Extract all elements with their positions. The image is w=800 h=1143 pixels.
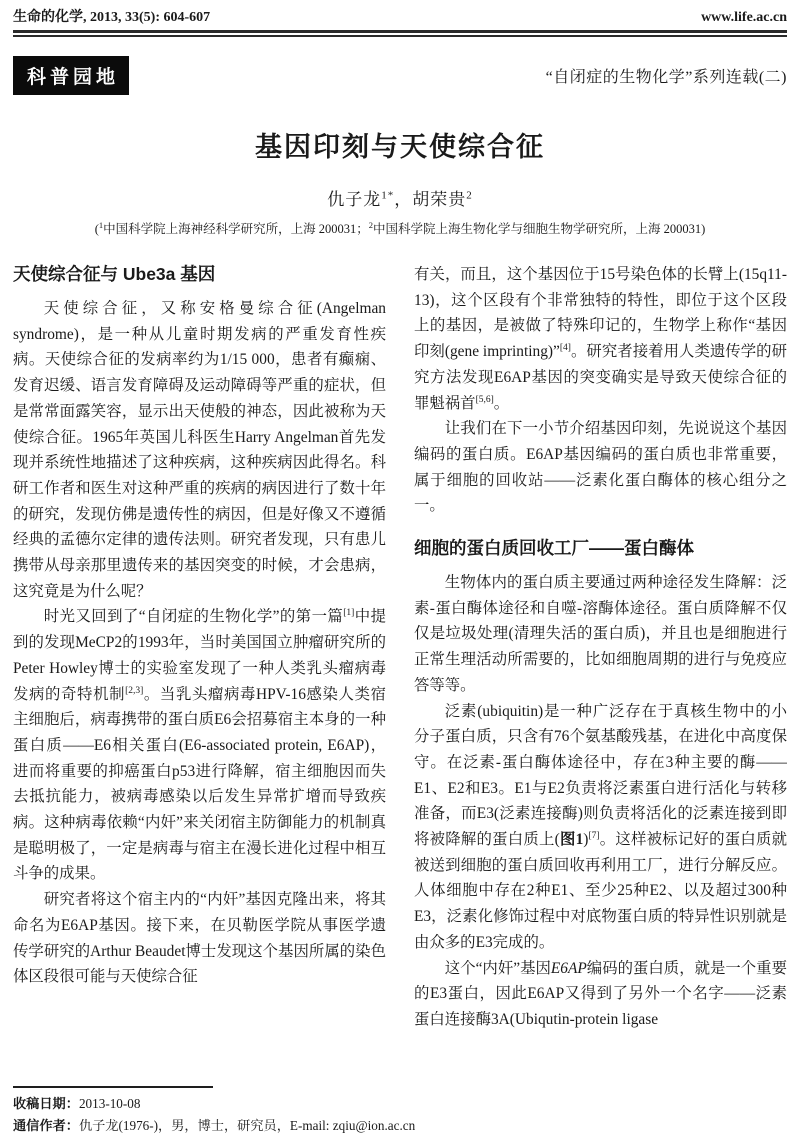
section-row bbox=[13, 56, 787, 95]
paragraph: 研究者将这个宿主内的“内奸”基因克隆出来，将其命名为E6AP基因。接下来，在贝勒医学院从事医学遗传学研究的Arthur Beaudet博士发现这个基因所属的染色体区段很可能与天使综合征 bbox=[13, 891, 386, 986]
paragraph: 让我们在下一小节介绍基因印刻，先说说这个基因编码的蛋白质。E6AP基因编码的蛋白质也非常重要，属于细胞的回收站——泛素化蛋白酶体的核心组分之一。 bbox=[414, 420, 787, 515]
received-date-label: 收稿日期： bbox=[13, 1096, 79, 1111]
paragraph-continuation: 有关，而且，这个基因位于15号染色体的长臂上(15q11-13)，这个区段有个非常独特的特性，即位于这个区段上的基因，是被做了特殊印记的，生物学上称作“基因印刻(gene imprinting)”[4]。研究者接着用人类遗传学的研究方法发现E6AP基因的突变确实是导致天使综合征的罪魁祸首[5,6]。 bbox=[414, 266, 787, 412]
page-header bbox=[13, 6, 787, 26]
received-date-value: 2013-10-08 bbox=[78, 1096, 141, 1111]
footnote-area bbox=[13, 1086, 787, 1136]
article-title: 基因印刻与天使综合征 bbox=[255, 132, 545, 162]
journal-website: www.life.ac.cn bbox=[701, 10, 787, 25]
corresponding-author-label: 通信作者： bbox=[13, 1117, 79, 1133]
affiliation-line: ($^1$中国科学院上海神经科学研究所，上海 200031；$^2$中国科学院上海生物化学与细胞生物学研究所，上海 200031) bbox=[94, 219, 706, 236]
section-heading-proteasome: 细胞的蛋白质回收工厂——蛋白酶体 bbox=[414, 538, 694, 559]
paragraph: 泛素(ubiquitin)是一种广泛存在于真核生物中的小分子蛋白质，只含有76个氨基酸残基，在进化中高度保守。在泛素-蛋白酶体途径中，存在3种主要的酶——E1、E2和E3。E1与E2负责将泛素蛋白进行活化与转移准备，而E3(泛素连接酶)则负责将活化的泛素连接到即将被降解的蛋白质上(图1)[7]。这样被标记好的蛋白质就被送到细胞的蛋白质回收再利用工厂，进行分解反应。人体细胞中存在2种E1、至少25种E2、以及超过300种E3，泛素化修饰过程中对底物蛋白质的特异性识别就是由众多的E3完成的。 bbox=[414, 702, 787, 951]
article-body bbox=[13, 262, 787, 1091]
series-note: “自闭症的生物化学”系列连载(二) bbox=[545, 69, 787, 86]
right-column bbox=[414, 262, 787, 1091]
journal-citation: 生命的化学, 2013, 33(5): 604-607 bbox=[13, 10, 211, 25]
corresponding-author-line bbox=[13, 1115, 787, 1137]
left-column bbox=[13, 262, 386, 1091]
received-date-line bbox=[13, 1093, 787, 1115]
paragraph: 天使综合征，又称安格曼综合征(Angelman syndrome)，是一种从儿童时期发病的严重发育性疾病。天使综合征的发病率约为1/15 000，患者有癫痫、发育迟缓、语言发育障碍及运动障碍等严重的症状，但是常常面露笑容，显示出天使般的神态，因此被称为天使综合征。1965年英国儿科医生Harry Angelman首先发现并系统性地描述了这种疾病，这种疾病因此得名。科研工作者和医生对这种严重的疾病的病因进行了数十年的研究，发现仿佛是遗传性的病因，但是好像又不遵循经典的孟德尔定律的遗传法则。研究者发现，只有患儿携带从母亲那里遗传来的基因突变的时候，才会患病，这究竟是为什么呢？ bbox=[13, 300, 386, 600]
section-badge: 科普园地 bbox=[13, 56, 129, 95]
authors-line: 仇子龙$^{1*}$，胡荣贵$^2$ bbox=[327, 189, 473, 209]
header-double-rule bbox=[13, 30, 787, 37]
footnote-rule bbox=[13, 1086, 213, 1088]
paragraph: 这个“内奸”基因E6AP编码的蛋白质，就是一个重要的E3蛋白，因此E6AP又得到了另外一个名字——泛素蛋白连接酶3A(Ubiqutin-protein ligase bbox=[414, 959, 787, 1028]
paragraph: 生物体内的蛋白质主要通过两种途径发生降解：泛素-蛋白酶体途径和自噬-溶酶体途径。蛋白质降解不仅仅是垃圾处理(清理失活的蛋白质)，并且也是细胞进行正常生理活动所需要的，比如细胞周期的进行与免疫应答等等。 bbox=[414, 574, 787, 694]
paragraph: 时光又回到了“自闭症的生物化学”的第一篇[1]中提到的发现MeCP2的1993年，当时美国国立肿瘤研究所的Peter Howley博士的实验室发现了一种人类乳头瘤病毒发病的奇特机制[2,3]。当乳头瘤病毒HPV-16感染人类宿主细胞后，病毒携带的蛋白质E6会招募宿主本身的一种蛋白质——E6相关蛋白(E6-associated protein, E6AP)，进而将重要的抑癌蛋白p53进行降解，宿主细胞因而失去抵抗能力，被病毒感染以后发生异常扩增而导致疾病。这种病毒依赖“内奸”来关闭宿主防御能力的机制真是聪明极了，一定是病毒与宿主在漫长进化过程中相互斗争的成果。 bbox=[13, 608, 386, 883]
section-heading-angelman: 天使综合征与 Ube3a 基因 bbox=[13, 264, 216, 284]
corresponding-author-value: 仇子龙(1976-)，男，博士，研究员，E-mail: zqiu@ion.ac.cn bbox=[78, 1117, 416, 1133]
